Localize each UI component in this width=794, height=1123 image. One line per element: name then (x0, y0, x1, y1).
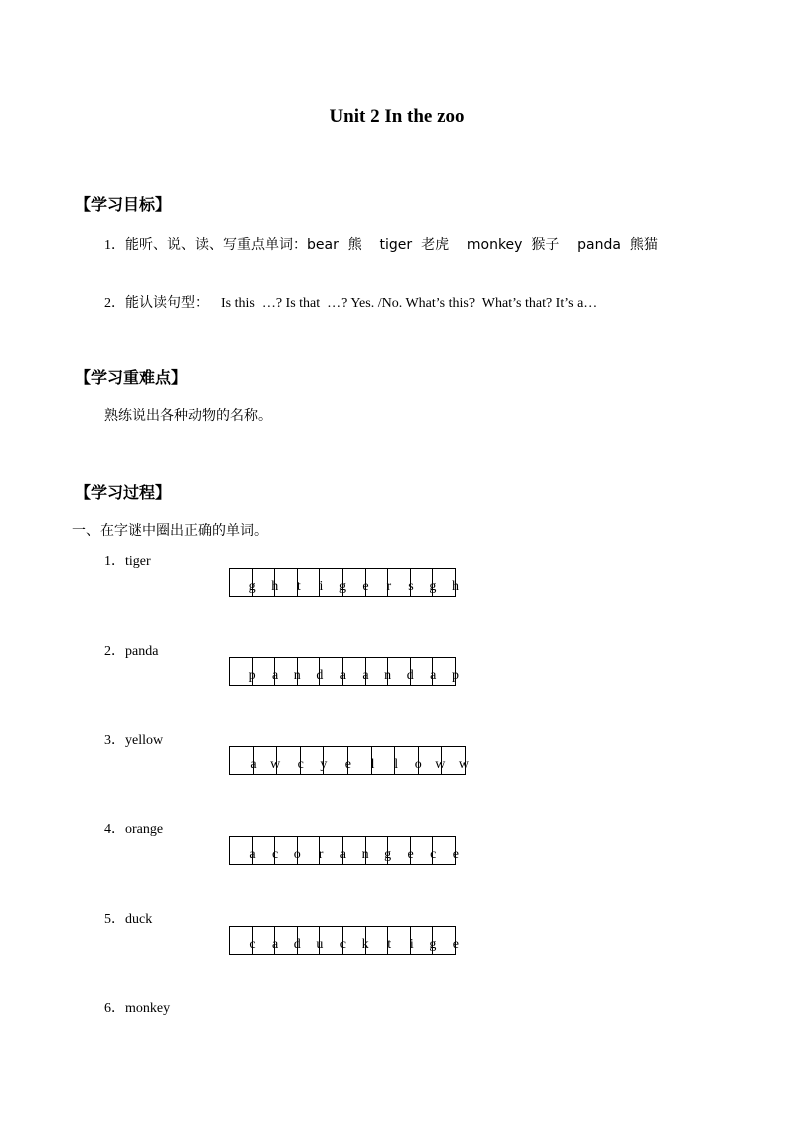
letter-grid-2 (229, 657, 459, 686)
letter-cell[interactable]: a (230, 836, 253, 865)
puzzle-label-1 (104, 550, 151, 570)
section-heading-process: 【学习过程】 (75, 483, 172, 502)
letter-cell[interactable]: l (348, 746, 372, 775)
letter-cell[interactable]: k (343, 926, 366, 955)
letter-cell[interactable]: u (298, 926, 321, 955)
section-heading-goals: 【学习目标】 (75, 195, 172, 214)
puzzle-label-3 (104, 729, 163, 749)
puzzle-word: panda (125, 644, 159, 659)
letter-cell[interactable]: y (301, 746, 325, 775)
puzzle-num: 6． (104, 1001, 125, 1016)
puzzle-word: tiger (125, 554, 151, 569)
letter-cell[interactable]: w (254, 746, 278, 775)
letter-cell[interactable]: o (395, 746, 419, 775)
letter-cell[interactable]: g (230, 568, 253, 597)
letter-cell[interactable]: r (298, 836, 321, 865)
letter-cell[interactable]: a (230, 746, 254, 775)
letter-cell[interactable]: i (388, 926, 411, 955)
letter-cell[interactable]: p (433, 657, 456, 686)
letter-cell[interactable]: a (320, 657, 343, 686)
letter-cell[interactable]: i (298, 568, 321, 597)
goal-item-2-prefix: 能认读句型： (125, 295, 209, 311)
letter-cell[interactable]: l (372, 746, 396, 775)
goal-item-2-num: 2． (104, 296, 125, 311)
letter-grid-4 (229, 836, 459, 865)
letter-cell[interactable]: c (230, 926, 253, 955)
goal-item-1-words: bear 熊 tiger 老虎 monkey 猴子 panda 熊猫 (307, 237, 658, 253)
letter-cell[interactable]: n (343, 836, 366, 865)
letter-cell[interactable]: o (275, 836, 298, 865)
letter-cell[interactable]: g (366, 836, 389, 865)
letter-cell[interactable]: h (433, 568, 456, 597)
letter-cell[interactable]: h (253, 568, 276, 597)
letter-cell[interactable]: t (366, 926, 389, 955)
letter-cell[interactable]: r (366, 568, 389, 597)
letter-cell[interactable]: e (433, 836, 456, 865)
letter-grid-5 (229, 926, 459, 955)
letter-cell[interactable]: a (253, 657, 276, 686)
puzzle-label-5 (104, 908, 152, 928)
letter-cell[interactable]: n (366, 657, 389, 686)
puzzle-num: 4． (104, 822, 125, 837)
letter-cell[interactable]: d (388, 657, 411, 686)
letter-cell[interactable]: a (253, 926, 276, 955)
letter-cell[interactable]: w (442, 746, 466, 775)
letter-cell[interactable]: n (275, 657, 298, 686)
puzzle-word: orange (125, 822, 164, 837)
letter-cell[interactable]: c (320, 926, 343, 955)
letter-grid-1 (229, 568, 459, 597)
letter-cell[interactable]: w (419, 746, 443, 775)
letter-cell[interactable]: e (433, 926, 456, 955)
goal-item-1-prefix: 能听、说、读、写重点单词： (125, 237, 307, 253)
letter-cell[interactable]: e (343, 568, 366, 597)
letter-cell[interactable]: p (230, 657, 253, 686)
letter-cell[interactable]: e (324, 746, 348, 775)
letter-cell[interactable]: g (320, 568, 343, 597)
puzzle-num: 3． (104, 733, 125, 748)
letter-cell[interactable]: c (277, 746, 301, 775)
puzzle-word: yellow (125, 733, 164, 748)
letter-cell[interactable]: a (411, 657, 434, 686)
letter-cell[interactable]: a (320, 836, 343, 865)
puzzle-num: 5． (104, 912, 125, 927)
letter-cell[interactable]: d (275, 926, 298, 955)
letter-cell[interactable]: t (275, 568, 298, 597)
task-instruction: 一、在字谜中圈出正确的单词。 (72, 523, 268, 539)
letter-cell[interactable]: a (343, 657, 366, 686)
puzzle-word: monkey (125, 1001, 171, 1016)
key-points-text: 熟练说出各种动物的名称。 (104, 408, 272, 424)
letter-cell[interactable]: c (253, 836, 276, 865)
puzzle-num: 2． (104, 644, 125, 659)
letter-cell[interactable]: e (388, 836, 411, 865)
letter-cell[interactable]: d (298, 657, 321, 686)
goal-item-1-num: 1． (104, 238, 125, 253)
puzzle-label-6 (104, 997, 170, 1017)
letter-cell[interactable]: g (411, 926, 434, 955)
letter-cell[interactable]: c (411, 836, 434, 865)
puzzle-num: 1． (104, 554, 125, 569)
letter-cell[interactable]: g (411, 568, 434, 597)
section-heading-key-points: 【学习重难点】 (75, 368, 188, 387)
letter-cell[interactable]: s (388, 568, 411, 597)
goal-item-2-text: Is this …? Is that …? Yes. /No. What’s this? What’s that? It’s a… (221, 296, 598, 311)
page-title: Unit 2 In the zoo (329, 106, 465, 127)
goal-item-2 (104, 292, 597, 312)
letter-grid-3 (229, 746, 469, 775)
puzzle-label-4 (104, 818, 163, 838)
goal-item-1 (104, 234, 658, 254)
puzzle-label-2 (104, 640, 158, 660)
puzzle-word: duck (125, 912, 153, 927)
